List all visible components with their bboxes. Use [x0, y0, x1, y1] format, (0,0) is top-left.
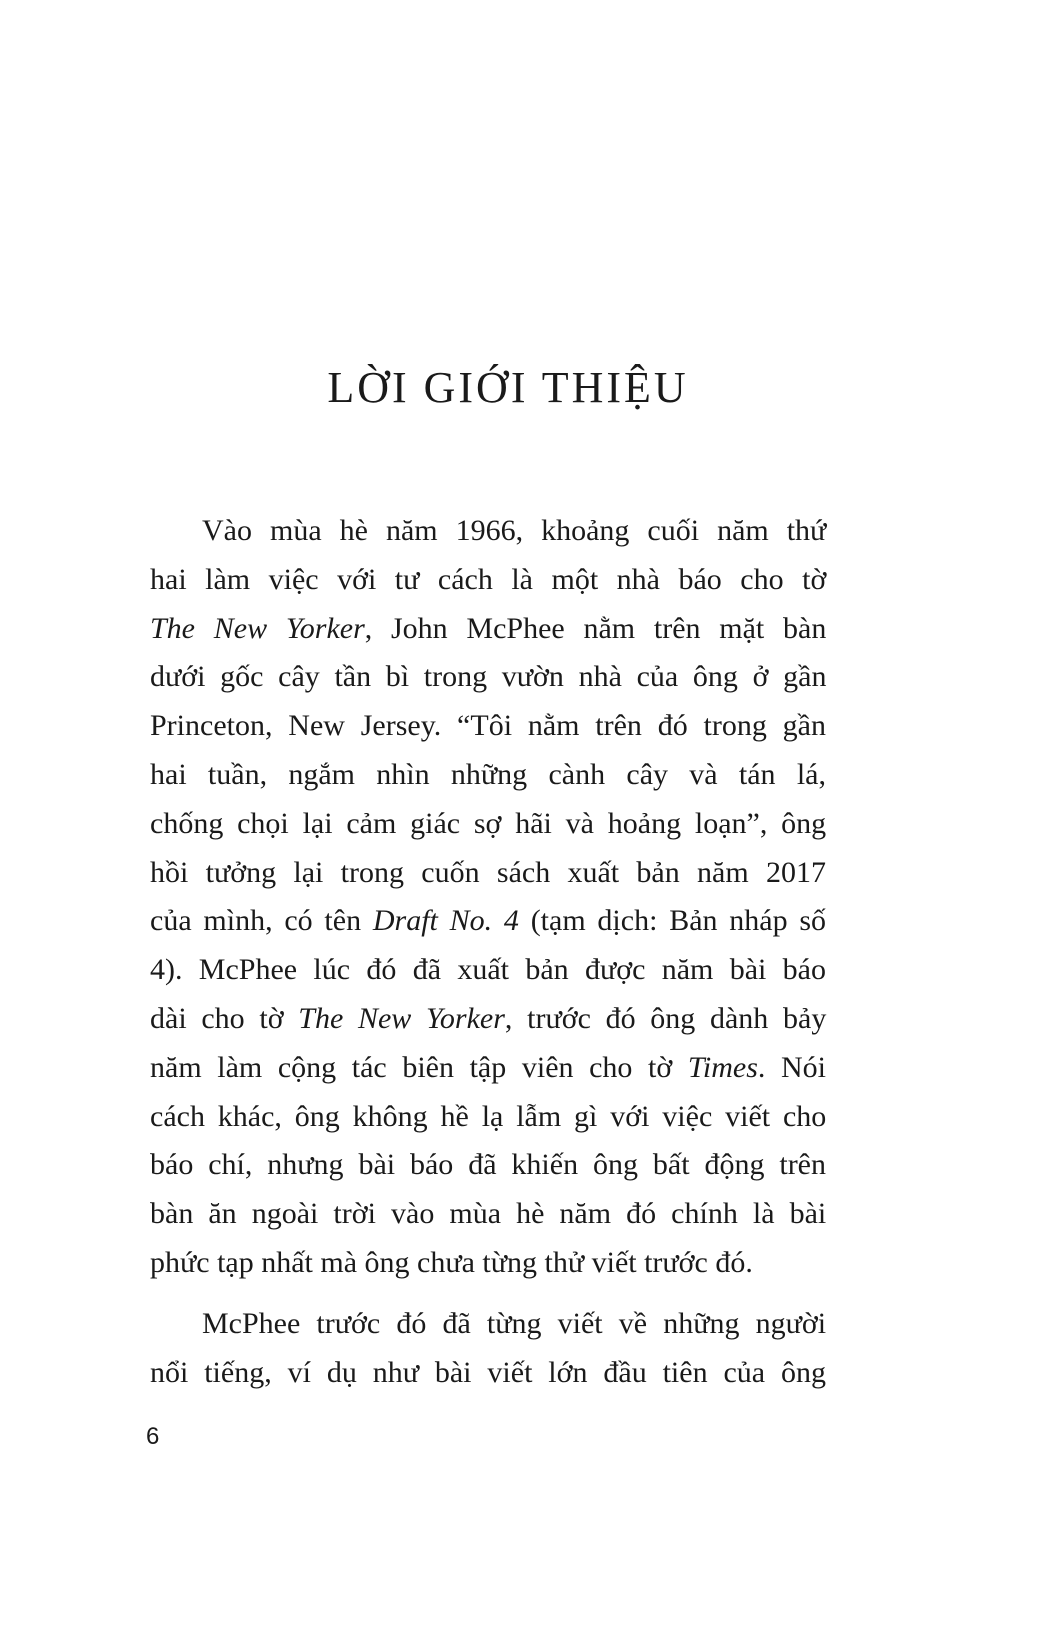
- text-line: cách khác, ông không hề lạ lẫm gì với việc viết cho: [150, 1099, 827, 1133]
- text-line: [150, 1044, 826, 1093]
- text-line: Princeton, New Jersey. “Tôi nằm trên đó trong gần: [150, 709, 826, 743]
- text-fragment: năm làm cộng tác biên tập viên cho tờ: [150, 1050, 688, 1084]
- text-fragment: , trước đó ông dành bảy: [504, 1001, 827, 1035]
- text-line: hai làm việc với tư cách là một nhà báo cho tờ: [150, 562, 827, 596]
- body-text: [150, 507, 826, 1397]
- text-line: phức tạp nhất mà ông chưa từng thử viết trước đó.: [150, 1245, 753, 1279]
- paragraph-1: [150, 507, 826, 1288]
- text-fragment: (tạm dịch: Bản nháp số: [518, 904, 827, 938]
- text-line: 4). McPhee lúc đó đã xuất bản được năm bài báo: [150, 953, 826, 987]
- text-line: nổi tiếng, ví dụ như bài viết lớn đầu tiên của ông: [150, 1355, 826, 1389]
- text-line: [150, 897, 826, 946]
- italic-title: Times: [687, 1050, 758, 1084]
- text-line: hồi tưởng lại trong cuốn sách xuất bản năm 2017: [150, 855, 826, 889]
- text-fragment: , John McPhee nằm trên mặt bàn: [364, 611, 827, 645]
- paragraph-2: [150, 1300, 826, 1398]
- text-fragment: dài cho tờ: [150, 1001, 299, 1035]
- text-line: bàn ăn ngoài trời vào mùa hè năm đó chính là bài: [150, 1197, 827, 1231]
- italic-title: The New Yorker: [150, 611, 365, 645]
- text-fragment: . Nói: [757, 1050, 826, 1084]
- italic-title: Draft No. 4: [372, 904, 519, 938]
- text-line: Vào mùa hè năm 1966, khoảng cuối năm thứ: [202, 514, 827, 547]
- page-number: 6: [146, 1423, 160, 1450]
- text-line: hai tuần, ngắm nhìn những cành cây và tán lá,: [150, 757, 826, 791]
- text-line: dưới gốc cây tần bì trong vườn nhà của ông ở gần: [150, 660, 827, 694]
- text-line: chống chọi lại cảm giác sợ hãi và hoảng loạn”, ông: [150, 806, 827, 840]
- text-line: McPhee trước đó đã từng viết về những người: [202, 1306, 827, 1340]
- text-line: báo chí, nhưng bài báo đã khiến ông bất động trên: [150, 1148, 826, 1182]
- text-fragment: của mình, có tên: [150, 904, 373, 938]
- text-line: [150, 995, 826, 1044]
- chapter-title: LỜI GIỚI THIỆU: [327, 363, 689, 412]
- text-line: [150, 605, 826, 654]
- italic-title: The New Yorker: [298, 1001, 505, 1035]
